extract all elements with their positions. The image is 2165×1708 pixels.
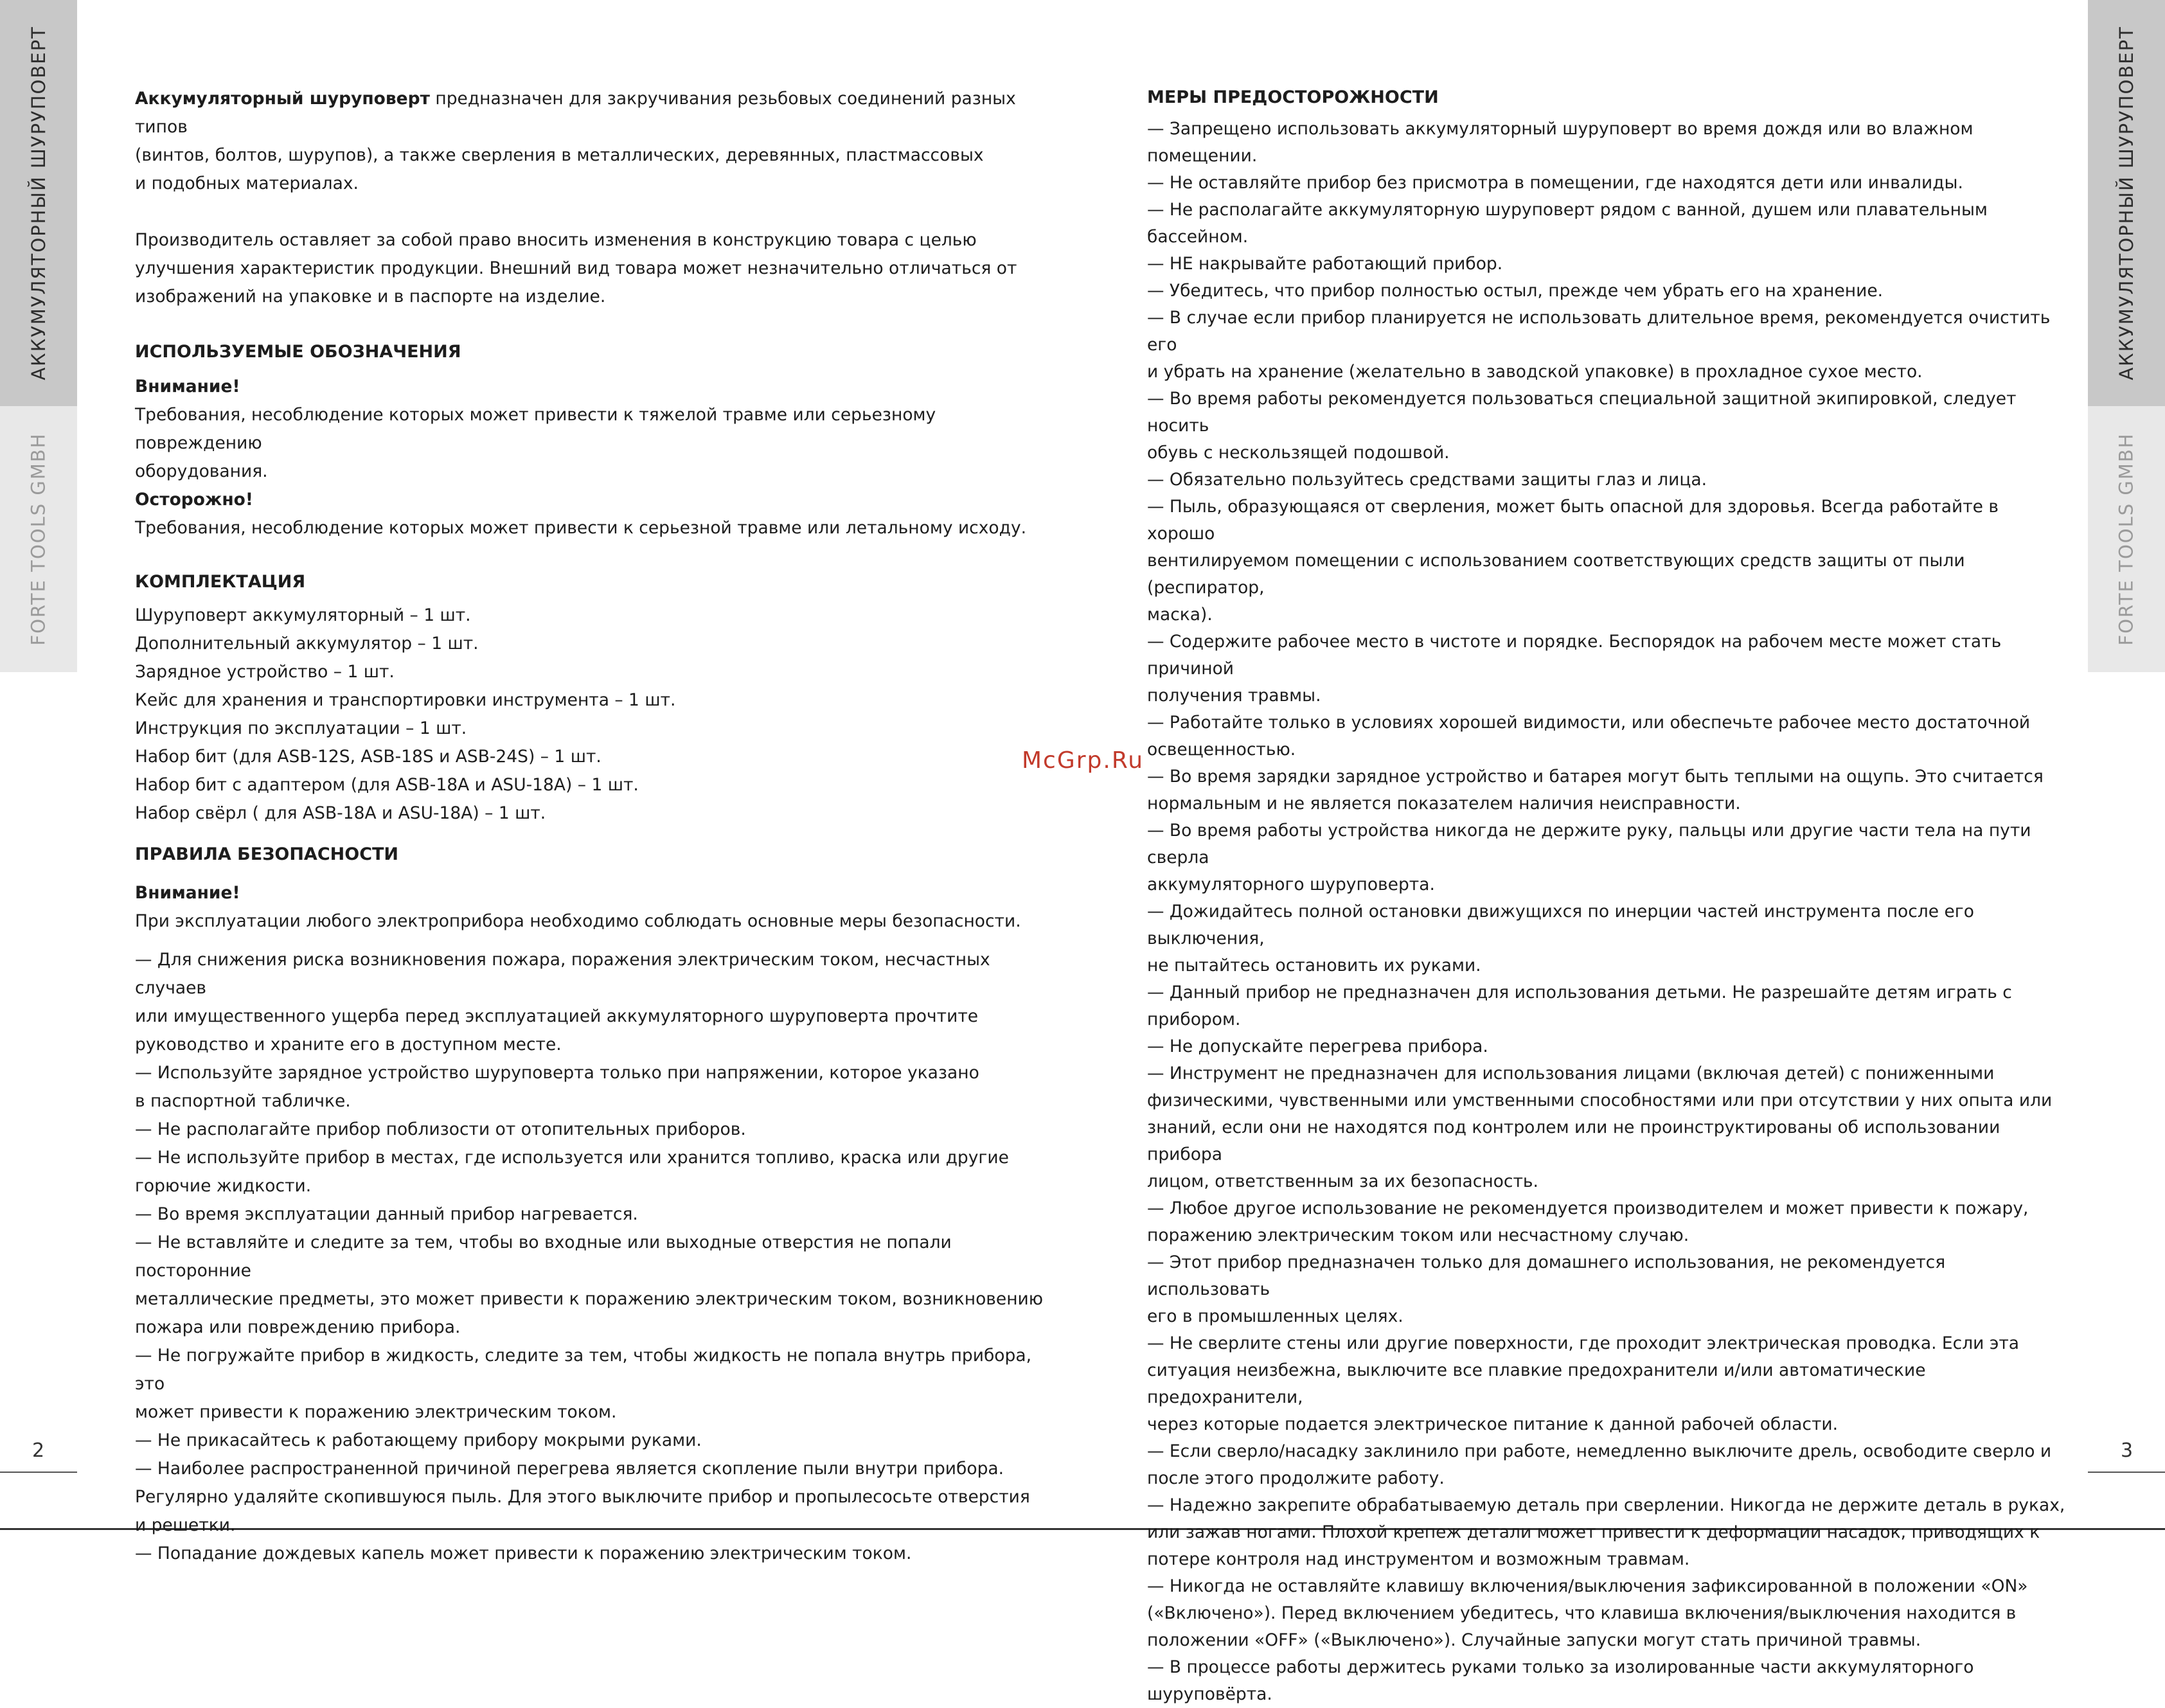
safety-line: — Не вставляйте и следите за тем, чтобы во входные или выходные отверстия не попали посторонние <box>135 1232 952 1281</box>
precaution-line: — Этот прибор предназначен только для домашнего использования, не рекомендуется использовать <box>1147 1252 1946 1299</box>
precaution-line: — Не располагайте аккумуляторную шуруповерт рядом с ванной, душем или плавательным бассейном. <box>1147 200 1988 247</box>
watermark: McGrp.Ru <box>1022 747 1145 774</box>
precaution-line: — Во время зарядки зарядное устройство и батарея могут быть теплыми на ощупь. Это считается <box>1147 767 2044 787</box>
kit-item: Набор свёрл ( для ASB-18A и ASU-18A) – 1 шт. <box>135 803 546 823</box>
precaution-line: — В случае если прибор планируется не использовать длительное время, рекомендуется очистить его <box>1147 308 2051 355</box>
safety-line: пожара или повреждению прибора. <box>135 1317 461 1337</box>
safety-line: и решетки. <box>135 1515 236 1535</box>
precaution-line: ситуация неизбежна, выключите все плавкие предохранители и/или автоматические предохранители, <box>1147 1360 1926 1407</box>
attention-line-2: оборудования. <box>135 461 268 481</box>
safety-intro: При эксплуатации любого электроприбора необходимо соблюдать основные меры безопасности. <box>135 911 1021 931</box>
precaution-line: — Убедитесь, что прибор полностью остыл, прежде чем убрать его на хранение. <box>1147 281 1884 301</box>
safety-line: — Используйте зарядное устройство шуруповерта только при напряжении, которое указано <box>135 1063 979 1083</box>
side-brand-left: FORTE TOOLS GMBH <box>28 432 49 646</box>
safety-line: может привести к поражению электрическим током. <box>135 1402 617 1422</box>
side-tab-title-left <box>0 0 77 406</box>
symbols-heading: ИСПОЛЬЗУЕМЫЕ ОБОЗНАЧЕНИЯ <box>135 342 461 362</box>
safety-line: — Наиболее распространенной причиной перегрева является скопление пыли внутри прибора. <box>135 1459 1004 1479</box>
safety-line: — Не используйте прибор в местах, где используется или хранится топливо, краска или другие <box>135 1148 1009 1168</box>
caution-text: Требования, несоблюдение которых может привести к серьезной травме или летальному исходу. <box>135 518 1027 538</box>
precaution-line: — Инструмент не предназначен для использования лицами (включая детей) с пониженными <box>1147 1063 1995 1083</box>
precaution-line: шуруповёрта. <box>1147 1684 1272 1704</box>
precaution-line: — Не оставляйте прибор без присмотра в помещении, где находятся дети или инвалиды. <box>1147 173 1963 193</box>
intro-line-1 <box>135 85 1047 141</box>
precaution-line: потере контроля над инструментом и возможным травмам. <box>1147 1549 1690 1569</box>
kit-item: Зарядное устройство – 1 шт. <box>135 662 395 682</box>
precaution-line: — Любое другое использование не рекомендуется производителем и может привести к пожару, <box>1147 1198 2029 1218</box>
side-tab-brand-left <box>0 406 77 672</box>
safety-line: или имущественного ущерба перед эксплуатацией аккумуляторного шуруповерта прочтите <box>135 1006 979 1026</box>
precaution-line: — Не сверлите стены или другие поверхности, где проходит электрическая проводка. Если эта <box>1147 1333 2020 1353</box>
safety-line: — Для снижения риска возникновения пожара, поражения электрическим током, несчастных случаев <box>135 950 990 998</box>
precaution-line: положении «OFF» («Выключено»). Случайные запуски могут стать причиной травмы. <box>1147 1630 1921 1650</box>
side-tab-brand-right <box>2088 406 2165 672</box>
precaution-line: обувь с нескользящей подошвой. <box>1147 443 1450 463</box>
kit-item: Кейс для хранения и транспортировки инструмента – 1 шт. <box>135 690 676 710</box>
precaution-line: получения травмы. <box>1147 686 1321 706</box>
safety-line: — Не располагайте прибор поблизости от отопительных приборов. <box>135 1119 746 1139</box>
caution-label: Осторожно! <box>135 490 253 510</box>
precaution-line: — Во время работы устройства никогда не держите руку, пальцы или другие части тела на пути сверла <box>1147 821 2031 867</box>
precaution-line: — Не допускайте перегрева прибора. <box>1147 1036 1488 1056</box>
safety-heading: ПРАВИЛА БЕЗОПАСНОСТИ <box>135 844 399 864</box>
precaution-line: — НЕ накрывайте работающий прибор. <box>1147 254 1503 274</box>
precaution-line: его в промышленных целях. <box>1147 1306 1403 1326</box>
precaution-line: маска). <box>1147 605 1213 625</box>
precaution-line: нормальным и не является показателем наличия неисправности. <box>1147 794 1741 814</box>
kit-item: Дополнительный аккумулятор – 1 шт. <box>135 634 479 654</box>
precaution-line: — Надежно закрепите обрабатываемую деталь при сверлении. Никогда не держите деталь в руках, <box>1147 1495 2065 1515</box>
precaution-line: — Работайте только в условиях хорошей видимости, или обеспечьте рабочее место достаточной <box>1147 713 2031 733</box>
precaution-line: и убрать на хранение (желательно в заводской упаковке) в прохладное сухое место. <box>1147 362 1923 382</box>
kit-item: Инструкция по эксплуатации – 1 шт. <box>135 718 467 738</box>
precaution-line: физическими, чувственными или умственными способностями или при отсутствии у них опыта или <box>1147 1090 2053 1110</box>
precaution-line: — В процессе работы держитесь руками только за изолированные части аккумуляторного <box>1147 1657 1974 1677</box>
kit-item: Набор бит (для ASB-12S, ASB-18S и ASB-24S) – 1 шт. <box>135 747 601 767</box>
precaution-line: знаний, если они не находятся под контролем или не проинструктированы об использовании прибора <box>1147 1117 2000 1164</box>
safety-line: металлические предметы, это может привести к поражению электрическим током, возникновению <box>135 1289 1044 1309</box>
intro-rest: предназначен для закручивания резьбовых соединений разных типов <box>135 89 1016 137</box>
precaution-line: после этого продолжите работу. <box>1147 1468 1445 1488</box>
precaution-line: — Пыль, образующаяся от сверления, может быть опасной для здоровья. Всегда работайте в хорошо <box>1147 497 1999 544</box>
precaution-line: поражению электрическим током или несчастному случаю. <box>1147 1225 1689 1245</box>
safety-attention-label: Внимание! <box>135 883 240 903</box>
precaution-line: освещенностью. <box>1147 740 1296 760</box>
page-rule-right <box>2088 1472 2165 1473</box>
side-brand-right: FORTE TOOLS GMBH <box>2116 432 2137 646</box>
safety-line: руководство и храните его в доступном месте. <box>135 1035 562 1054</box>
precaution-line: — Дожидайтесь полной остановки движущихся по инерции частей инструмента после его выключения, <box>1147 902 1974 948</box>
safety-line: — Во время эксплуатации данный прибор нагревается. <box>135 1204 638 1224</box>
kit-item: Набор бит с адаптером (для ASB-18A и ASU-18A) – 1 шт. <box>135 775 639 795</box>
precaution-line: («Включено»). Перед включением убедитесь, что клавиша включения/выключения находится в <box>1147 1603 2017 1623</box>
precaution-line: — Никогда не оставляйте клавишу включения/выключения зафиксированной в положении «ON» <box>1147 1576 2028 1596</box>
page-rule-left <box>0 1472 77 1473</box>
intro-line-2: (винтов, болтов, шурупов), а также сверления в металлических, деревянных, пластмассовых <box>135 145 984 165</box>
intro-bold: Аккумуляторный шуруповерт <box>135 89 430 109</box>
right-column <box>1147 82 2066 1708</box>
precaution-line: или зажав ногами. Плохой крепеж детали может привести к деформации насадок, приводящих к <box>1147 1522 2040 1542</box>
left-column <box>135 85 1047 1568</box>
safety-line: — Попадание дождевых капель может привести к поражению электрическим током. <box>135 1543 912 1563</box>
precautions-heading: МЕРЫ ПРЕДОСТОРОЖНОСТИ <box>1147 87 1439 107</box>
precaution-line: аккумуляторного шуруповерта. <box>1147 875 1435 894</box>
page-number-right: 3 <box>2121 1439 2134 1462</box>
safety-line: — Не погружайте прибор в жидкость, следите за тем, чтобы жидкость не попала внутрь прибора, это <box>135 1346 1031 1394</box>
intro-line-3: и подобных материалах. <box>135 173 359 193</box>
attention-label: Внимание! <box>135 377 240 396</box>
precaution-line: — Данный прибор не предназначен для использования детьми. Не разрешайте детям играть с прибором. <box>1147 983 2012 1029</box>
attention-line-1: Требования, несоблюдение которых может привести к тяжелой травме или серьезному повреждению <box>135 405 936 453</box>
manufacturer-line-3: изображений на упаковке и в паспорте на изделие. <box>135 287 606 307</box>
side-title-left: АККУМУЛЯТОРНЫЙ ШУРУПОВЕРТ <box>28 26 50 380</box>
precaution-line: через которые подается электрическое питание к данной рабочей области. <box>1147 1414 1839 1434</box>
precaution-line: — Если сверло/насадку заклинило при работе, немедленно выключите дрель, освободите сверло и <box>1147 1441 2052 1461</box>
precaution-line: — Во время работы рекомендуется пользоваться специальной защитной экипировкой, следует носить <box>1147 389 2017 436</box>
safety-line: Регулярно удаляйте скопившуюся пыль. Для этого выключите прибор и пропылесосьте отверстия <box>135 1487 1030 1507</box>
precaution-line: не пытайтесь остановить их руками. <box>1147 956 1481 975</box>
safety-line: в паспортной табличке. <box>135 1091 351 1111</box>
precaution-line: лицом, ответственным за их безопасность. <box>1147 1171 1538 1191</box>
kit-item: Шуруповерт аккумуляторный – 1 шт. <box>135 605 471 625</box>
safety-line: горючие жидкости. <box>135 1176 312 1196</box>
precaution-line: вентилируемом помещении с использованием соответствующих средств защиты от пыли (респиратор, <box>1147 551 1965 598</box>
side-title-right: АККУМУЛЯТОРНЫЙ ШУРУПОВЕРТ <box>2116 26 2138 380</box>
kit-heading: КОМПЛЕКТАЦИЯ <box>135 572 306 592</box>
precaution-line: — Содержите рабочее место в чистоте и порядке. Беспорядок на рабочем месте может стать причиной <box>1147 632 2002 679</box>
safety-line: — Не прикасайтесь к работающему прибору мокрыми руками. <box>135 1430 702 1450</box>
page-number-left: 2 <box>32 1439 45 1462</box>
precaution-line: — Запрещено использовать аккумуляторный шуруповерт во время дождя или во влажном помещении. <box>1147 119 1973 166</box>
precaution-line: — Обязательно пользуйтесь средствами защиты глаз и лица. <box>1147 470 1707 490</box>
side-tab-title-right <box>2088 0 2165 406</box>
manufacturer-line-1: Производитель оставляет за собой право вносить изменения в конструкцию товара с целью <box>135 230 977 250</box>
manufacturer-line-2: улучшения характеристик продукции. Внешний вид товара может незначительно отличаться от <box>135 258 1017 278</box>
